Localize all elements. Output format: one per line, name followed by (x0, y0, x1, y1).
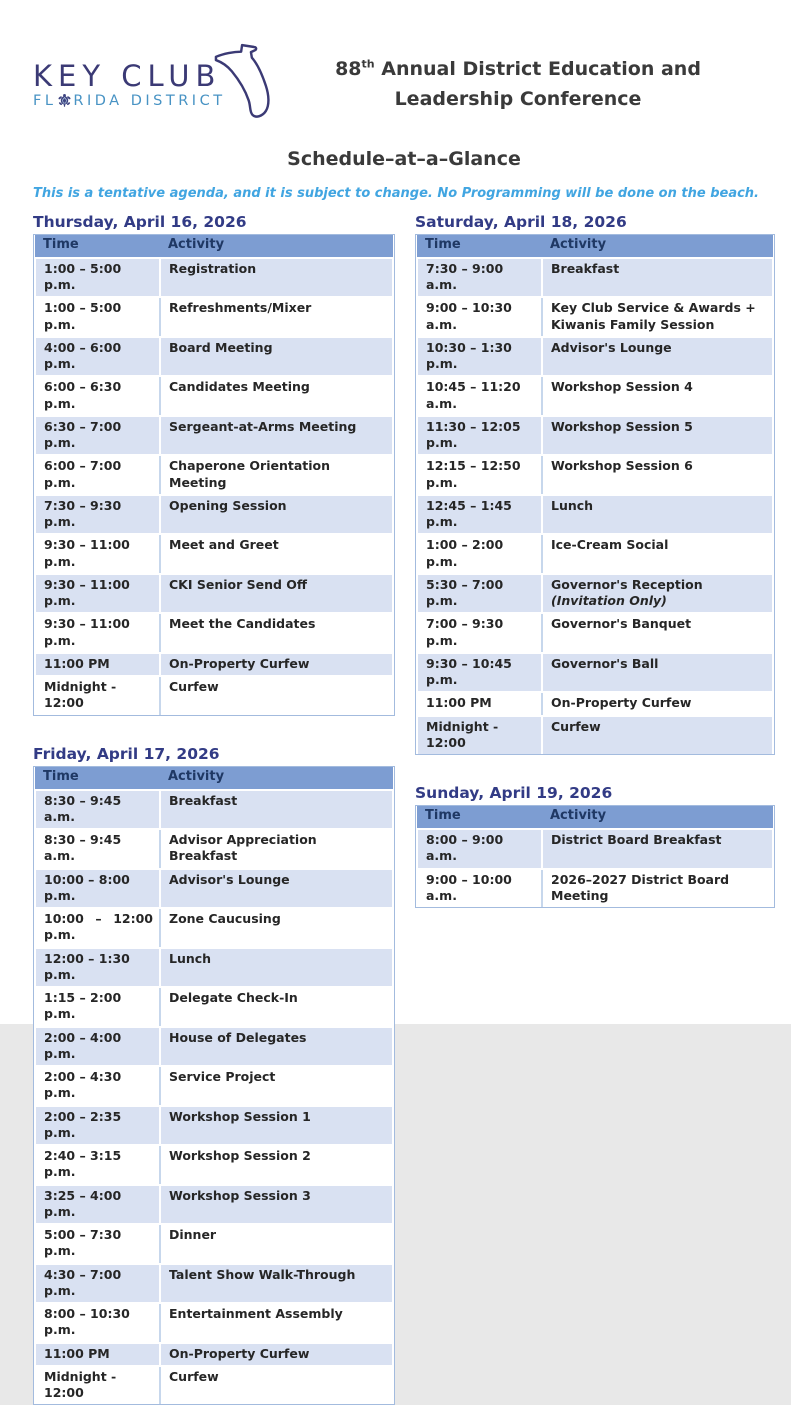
time-cell: 7:00 – 9:30 p.m. (417, 613, 542, 653)
table-row (35, 1264, 393, 1304)
time-cell: 6:30 – 7:00 p.m. (35, 416, 160, 456)
table-row (417, 613, 773, 653)
activity-cell: Service Project (160, 1066, 393, 1106)
activity-cell: Opening Session (160, 495, 393, 535)
table-row (35, 258, 393, 298)
activity-cell: Chaperone Orientation Meeting (160, 455, 393, 495)
table-row (35, 987, 393, 1027)
time-cell: 11:00 PM (35, 653, 160, 676)
activity-cell: District Board Breakfast (542, 829, 773, 869)
activity-cell: Workshop Session 1 (160, 1106, 393, 1146)
table-row (35, 1366, 393, 1405)
right-column (415, 213, 775, 1405)
time-cell: 5:30 – 7:00 p.m. (417, 574, 542, 614)
time-column-header: Time (417, 235, 542, 258)
table-row (35, 574, 393, 614)
activity-cell: Candidates Meeting (160, 376, 393, 416)
time-cell: 9:00 – 10:30 a.m. (417, 297, 542, 337)
time-cell: 9:30 – 11:00 p.m. (35, 613, 160, 653)
activity-cell: Refreshments/Mixer (160, 297, 393, 337)
activity-cell: Workshop Session 2 (160, 1145, 393, 1185)
table-row (35, 297, 393, 337)
activity-cell: Key Club Service & Awards + Kiwanis Family Session (542, 297, 773, 337)
time-cell: 9:00 – 10:00 a.m. (417, 869, 542, 908)
table-row (417, 574, 773, 614)
time-column-header: Time (417, 806, 542, 829)
table-row (417, 416, 773, 456)
table-row (35, 1066, 393, 1106)
time-cell: 8:30 – 9:45 a.m. (35, 790, 160, 830)
time-cell: 2:00 – 4:30 p.m. (35, 1066, 160, 1106)
activity-cell: Delegate Check-In (160, 987, 393, 1027)
activity-cell: Meet the Candidates (160, 613, 393, 653)
activity-column-header: Activity (160, 767, 393, 790)
activity-cell: Talent Show Walk-Through (160, 1264, 393, 1304)
schedule-table-thursday (34, 235, 394, 715)
time-cell: 8:00 – 9:00 a.m. (417, 829, 542, 869)
table-row (35, 653, 393, 676)
time-cell: 8:00 – 10:30 p.m. (35, 1303, 160, 1343)
activity-column-header: Activity (542, 806, 773, 829)
table-row (35, 1145, 393, 1185)
activity-column-header: Activity (542, 235, 773, 258)
time-cell: 9:30 – 11:00 p.m. (35, 534, 160, 574)
table-row (35, 829, 393, 869)
time-cell: 12:45 – 1:45 p.m. (417, 495, 542, 535)
activity-cell: Sergeant-at-Arms Meeting (160, 416, 393, 456)
logo-key-club-text: KEY CLUB (33, 59, 222, 94)
activity-cell: Lunch (542, 495, 773, 535)
activity-cell: House of Delegates (160, 1027, 393, 1067)
activity-cell: Dinner (160, 1224, 393, 1264)
table-row (417, 297, 773, 337)
activity-cell: Advisor's Lounge (542, 337, 773, 377)
time-cell: 3:25 – 4:00 p.m. (35, 1185, 160, 1225)
table-row (417, 337, 773, 377)
activity-cell: Ice-Cream Social (542, 534, 773, 574)
table-row (417, 376, 773, 416)
time-cell: 1:15 – 2:00 p.m. (35, 987, 160, 1027)
activity-cell: On-Property Curfew (160, 653, 393, 676)
table-row (35, 790, 393, 830)
schedule-at-a-glance-title: Schedule–at–a–Glance (287, 148, 521, 170)
activity-cell: Advisor Appreciation Breakfast (160, 829, 393, 869)
sea-turtle-icon (57, 93, 72, 108)
activity-cell: Governor's Reception (Invitation Only) (542, 574, 773, 614)
time-cell: 2:00 – 4:00 p.m. (35, 1027, 160, 1067)
time-cell: 5:00 – 7:30 p.m. (35, 1224, 160, 1264)
table-row (35, 676, 393, 715)
schedule-columns (33, 213, 775, 1405)
day-heading-saturday: Saturday, April 18, 2026 (415, 213, 627, 231)
page-header (33, 40, 775, 124)
table-row (35, 416, 393, 456)
time-cell: Midnight - 12:00 (35, 676, 160, 715)
time-cell: 12:15 – 12:50 p.m. (417, 455, 542, 495)
table-row (35, 908, 393, 948)
table-row (417, 455, 773, 495)
time-column-header: Time (35, 235, 160, 258)
activity-column-header: Activity (160, 235, 393, 258)
left-column (33, 213, 395, 1405)
activity-cell: Registration (160, 258, 393, 298)
table-row (417, 534, 773, 574)
time-cell: 6:00 – 7:00 p.m. (35, 455, 160, 495)
time-cell: 7:30 – 9:30 p.m. (35, 495, 160, 535)
activity-cell: Governor's Banquet (542, 613, 773, 653)
table-row (35, 1303, 393, 1343)
time-cell: 7:30 – 9:00 a.m. (417, 258, 542, 298)
table-row (417, 829, 773, 869)
schedule-table-friday (34, 767, 394, 1405)
time-cell: 2:00 – 2:35 p.m. (35, 1106, 160, 1146)
day-heading-sunday: Sunday, April 19, 2026 (415, 784, 613, 803)
tentative-agenda-note: This is a tentative agenda, and it is subject to change. No Programming will be done on the beach. (33, 186, 759, 201)
activity-cell: Meet and Greet (160, 534, 393, 574)
day-heading-thursday: Thursday, April 16, 2026 (33, 213, 247, 231)
time-cell: 1:00 – 5:00 p.m. (35, 297, 160, 337)
activity-cell: Curfew (542, 716, 773, 755)
time-cell: 10:00 – 12:00 p.m. (35, 908, 160, 948)
table-row (35, 534, 393, 574)
time-cell: 1:00 – 2:00 p.m. (417, 534, 542, 574)
conference-title: 88th Annual District Education and Leadership Conference (335, 57, 701, 111)
table-row (417, 869, 773, 908)
table-row (35, 1224, 393, 1264)
activity-cell: Curfew (160, 676, 393, 715)
day-section-sunday (415, 784, 775, 908)
activity-cell: Lunch (160, 948, 393, 988)
time-cell: Midnight - 12:00 (417, 716, 542, 755)
activity-cell: Breakfast (542, 258, 773, 298)
table-row (35, 455, 393, 495)
time-cell: 10:30 – 1:30 p.m. (417, 337, 542, 377)
activity-cell: 2026–2027 District Board Meeting (542, 869, 773, 908)
activity-cell: Breakfast (160, 790, 393, 830)
activity-italic-note: (Invitation Only) (551, 593, 667, 609)
activity-cell: On-Property Curfew (542, 692, 773, 715)
activity-cell: Workshop Session 3 (160, 1185, 393, 1225)
time-cell: 11:00 PM (35, 1343, 160, 1366)
activity-cell: Advisor's Lounge (160, 869, 393, 909)
logo-florida-district-text: FL RIDA DISTRICT (33, 92, 226, 109)
day-section-friday (33, 745, 395, 1405)
activity-cell: Zone Caucusing (160, 908, 393, 948)
table-row (35, 1106, 393, 1146)
time-column-header: Time (35, 767, 160, 790)
key-club-logo (33, 40, 305, 124)
day-heading-friday: Friday, April 17, 2026 (33, 744, 220, 763)
table-row (417, 258, 773, 298)
time-cell: 11:30 – 12:05 p.m. (417, 416, 542, 456)
table-row (35, 869, 393, 909)
table-row (35, 337, 393, 377)
activity-cell: CKI Senior Send Off (160, 574, 393, 614)
table-row (35, 376, 393, 416)
table-row (417, 495, 773, 535)
time-cell: 9:30 – 11:00 p.m. (35, 574, 160, 614)
time-cell: 12:00 – 1:30 p.m. (35, 948, 160, 988)
time-cell: 6:00 – 6:30 p.m. (35, 376, 160, 416)
activity-cell: Workshop Session 6 (542, 455, 773, 495)
time-cell: 9:30 – 10:45 p.m. (417, 653, 542, 693)
table-row (417, 692, 773, 715)
schedule-table-saturday (416, 235, 774, 754)
day-section-thursday (33, 213, 395, 716)
activity-cell: Board Meeting (160, 337, 393, 377)
ordinal-suffix: th (361, 57, 375, 71)
time-cell: 2:40 – 3:15 p.m. (35, 1145, 160, 1185)
table-row (417, 716, 773, 755)
activity-cell: Curfew (160, 1366, 393, 1405)
table-row (35, 1027, 393, 1067)
time-cell: 4:00 – 6:00 p.m. (35, 337, 160, 377)
day-section-saturday (415, 213, 775, 755)
table-row (35, 613, 393, 653)
activity-cell: Workshop Session 4 (542, 376, 773, 416)
activity-cell: Workshop Session 5 (542, 416, 773, 456)
activity-cell: On-Property Curfew (160, 1343, 393, 1366)
table-row (35, 1185, 393, 1225)
florida-outline-icon (212, 40, 274, 124)
time-cell: 1:00 – 5:00 p.m. (35, 258, 160, 298)
time-cell: Midnight - 12:00 (35, 1366, 160, 1405)
activity-cell: Governor's Ball (542, 653, 773, 693)
table-row (35, 948, 393, 988)
time-cell: 10:00 – 8:00 p.m. (35, 869, 160, 909)
time-cell: 10:45 – 11:20 a.m. (417, 376, 542, 416)
schedule-table-sunday (416, 806, 774, 907)
time-cell: 8:30 – 9:45 a.m. (35, 829, 160, 869)
table-row (417, 653, 773, 693)
table-row (35, 1343, 393, 1366)
activity-cell: Entertainment Assembly (160, 1303, 393, 1343)
time-cell: 11:00 PM (417, 692, 542, 715)
time-cell: 4:30 – 7:00 p.m. (35, 1264, 160, 1304)
table-row (35, 495, 393, 535)
